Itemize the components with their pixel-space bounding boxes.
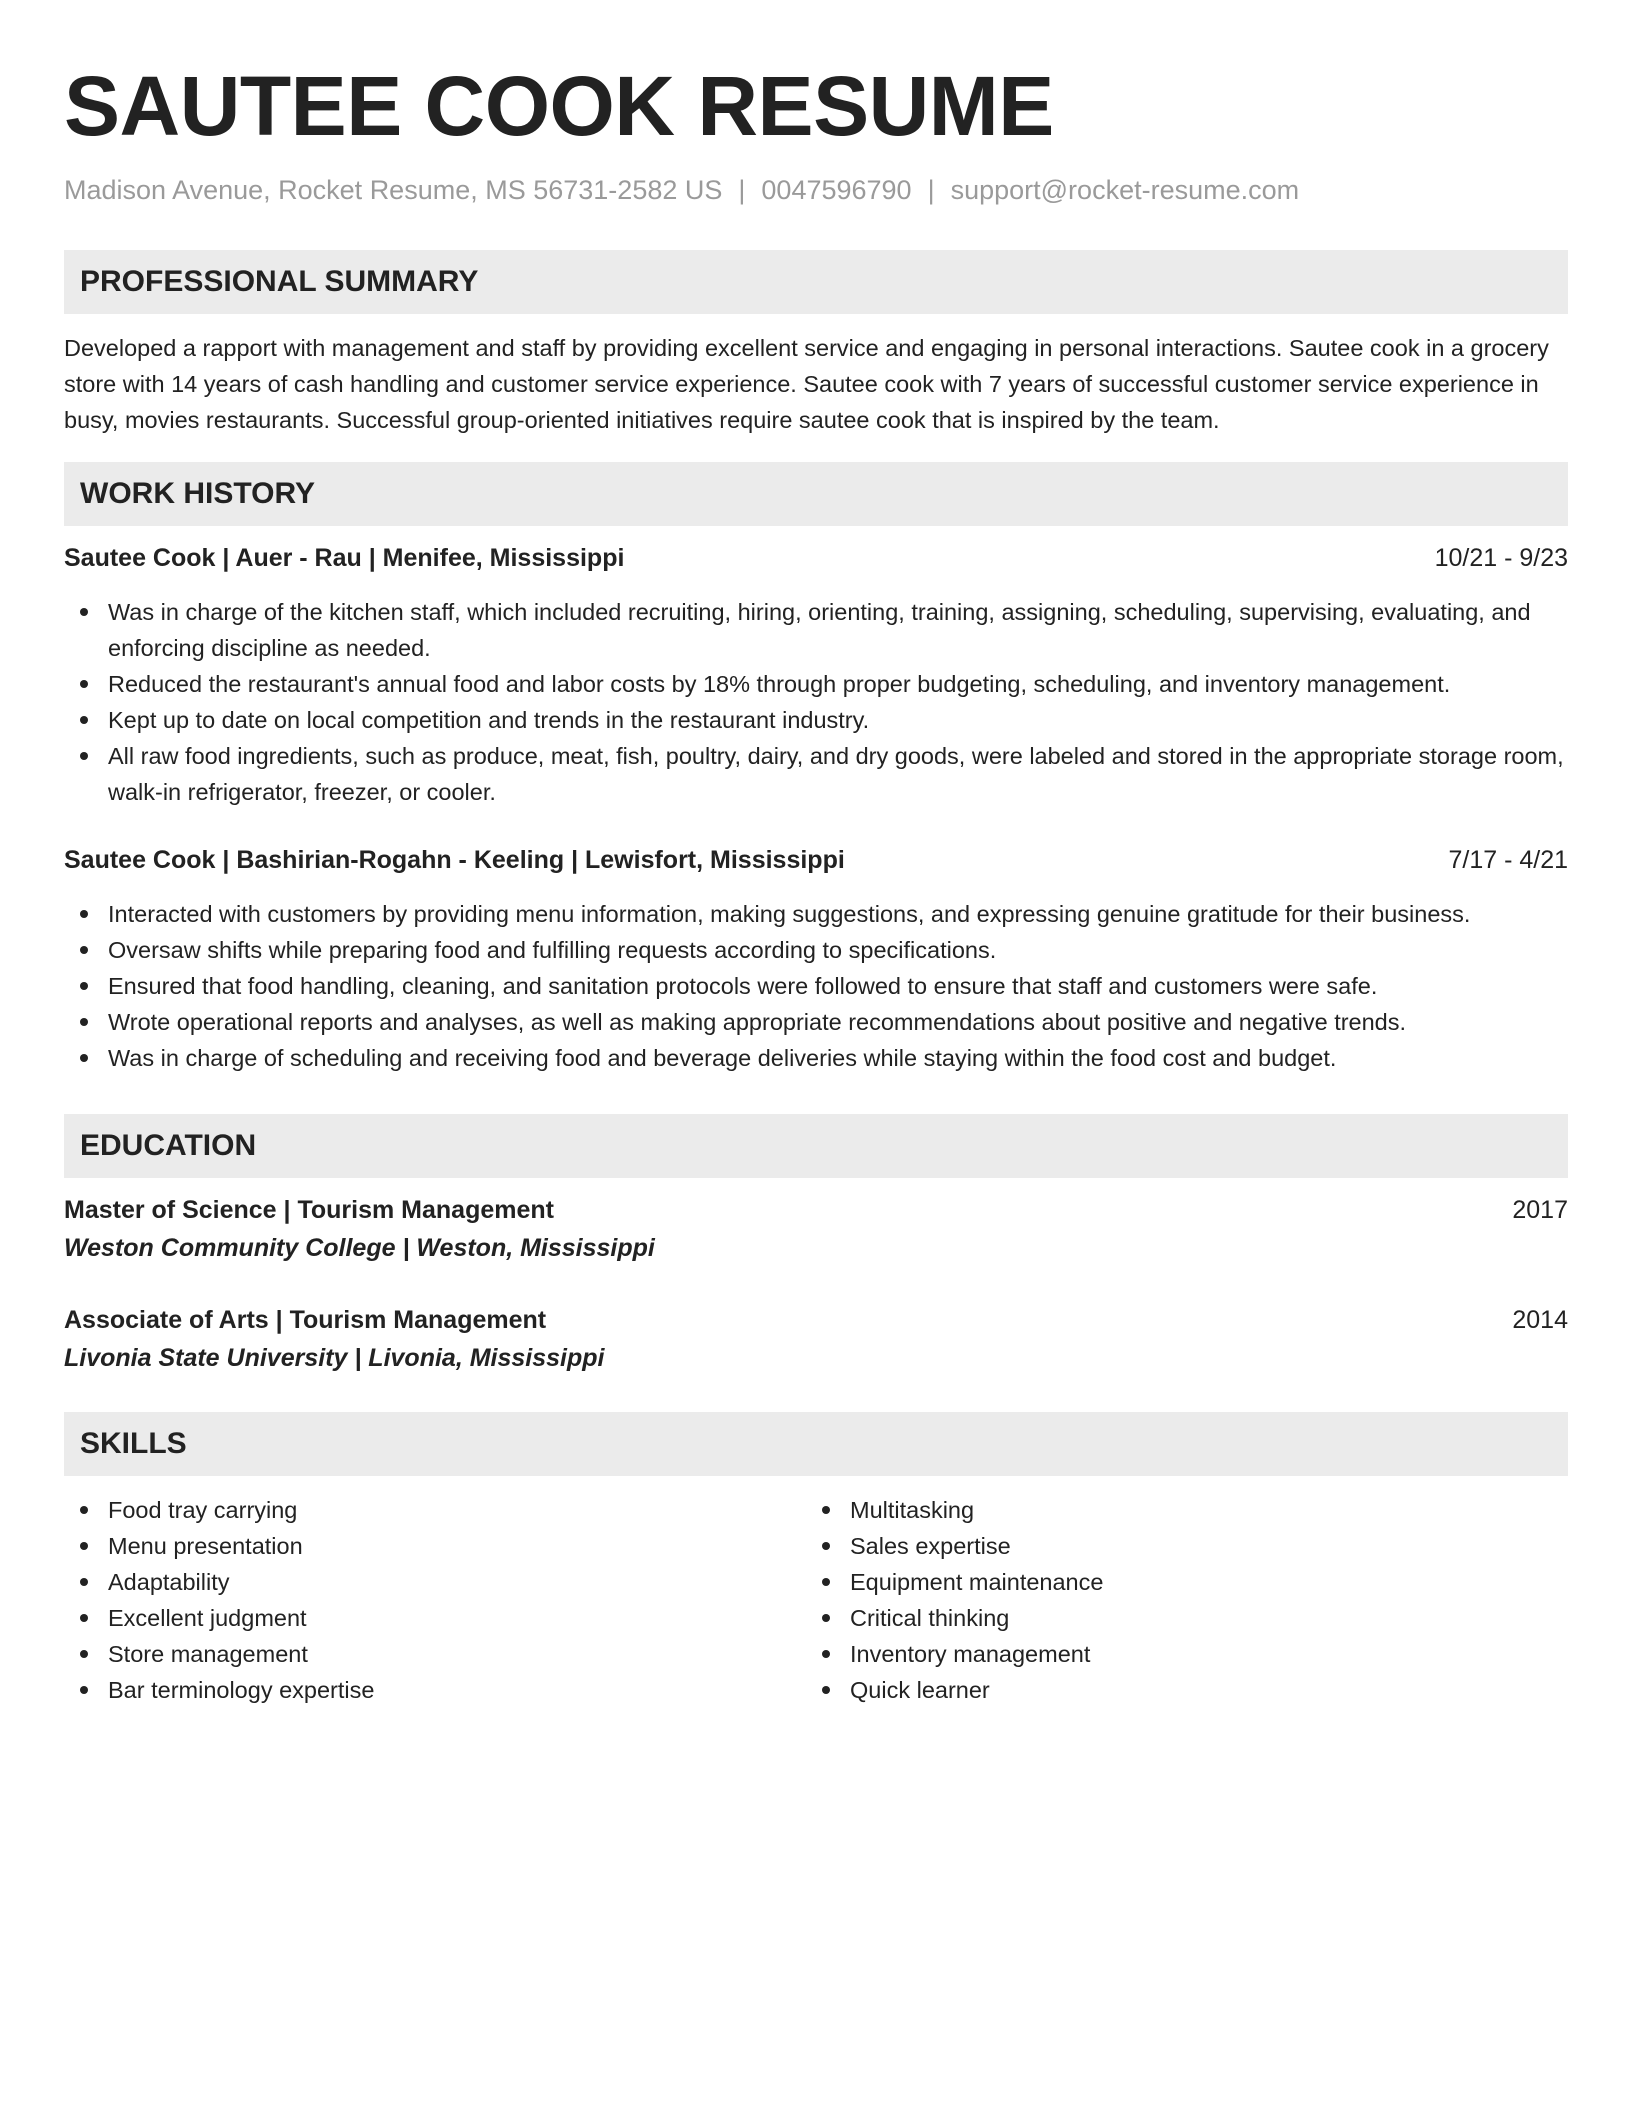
contact-address: Madison Avenue, Rocket Resume, MS 56731-2582 US [64, 175, 723, 205]
education-year: 2017 [1512, 1196, 1568, 1224]
education-entry [64, 1302, 1568, 1376]
job-bullet: Interacted with customers by providing menu information, making suggestions, and expressing genuine gratitude for their business. [64, 896, 1568, 932]
job-entry [64, 540, 1568, 810]
job-bullet: Oversaw shifts while preparing food and fulfilling requests according to specifications. [64, 932, 1568, 968]
skill-item: Excellent judgment [64, 1600, 806, 1636]
skill-item: Sales expertise [806, 1528, 1548, 1564]
education-year: 2014 [1512, 1306, 1568, 1334]
skill-item: Multitasking [806, 1492, 1548, 1528]
education-degree: Associate of Arts | Tourism Management [64, 1306, 547, 1334]
skills-list [64, 1492, 1568, 1708]
job-bullet: Was in charge of scheduling and receiving food and beverage deliveries while staying within the food cost and budget. [64, 1040, 1568, 1076]
summary-text: Developed a rapport with management and staff by providing excellent service and engaging in personal interactions. Sautee cook in a grocery store with 14 years of cash handling and customer service experience. Sautee cook with 7 years of successful customer service experience in busy, movies restaurants. Successful group-oriented initiatives require sautee cook that is inspired by the team. [64, 335, 1549, 433]
job-bullets [64, 594, 1568, 810]
education-header [64, 1302, 1568, 1338]
contact-line [64, 172, 1568, 208]
skill-item: Adaptability [64, 1564, 806, 1600]
job-header [64, 540, 1568, 576]
contact-separator: | [738, 175, 746, 205]
job-header [64, 842, 1568, 878]
skills-column-right [806, 1492, 1548, 1708]
section-heading-education: EDUCATION [64, 1114, 1568, 1178]
section-heading-summary: PROFESSIONAL SUMMARY [64, 250, 1568, 314]
job-bullet: Kept up to date on local competition and trends in the restaurant industry. [64, 702, 1568, 738]
education-header [64, 1192, 1568, 1228]
job-bullets [64, 896, 1568, 1076]
contact-phone: 0047596790 [761, 175, 912, 205]
skills-column-left [64, 1492, 806, 1708]
skill-item: Bar terminology expertise [64, 1672, 806, 1708]
job-entry [64, 842, 1568, 1076]
skill-item: Food tray carrying [64, 1492, 806, 1528]
job-title: Sautee Cook | Auer - Rau | Menifee, Mississippi [64, 544, 625, 572]
skill-item: Store management [64, 1636, 806, 1672]
resume-page [64, 0, 1568, 1708]
job-bullet: All raw food ingredients, such as produce, meat, fish, poultry, dairy, and dry goods, were labeled and stored in the appropriate storage room, walk-in refrigerator, freezer, or cooler. [64, 738, 1568, 810]
education-degree: Master of Science | Tourism Management [64, 1196, 554, 1224]
section-heading-work-history: WORK HISTORY [64, 462, 1568, 526]
job-bullet: Was in charge of the kitchen staff, which included recruiting, hiring, orienting, training, assigning, scheduling, supervising, evaluating, and enforcing discipline as needed. [64, 594, 1568, 666]
skill-item: Inventory management [806, 1636, 1548, 1672]
contact-separator: | [927, 175, 935, 205]
skill-item: Critical thinking [806, 1600, 1548, 1636]
contact-email[interactable]: support@rocket-resume.com [950, 175, 1300, 205]
education-school: Livonia State University | Livonia, Mississippi [64, 1344, 605, 1372]
job-bullet: Wrote operational reports and analyses, as well as making appropriate recommendations about positive and negative trends. [64, 1004, 1568, 1040]
job-bullet: Ensured that food handling, cleaning, and sanitation protocols were followed to ensure that staff and customers were safe. [64, 968, 1568, 1004]
education-entry [64, 1192, 1568, 1266]
skill-item: Equipment maintenance [806, 1564, 1548, 1600]
skill-item: Menu presentation [64, 1528, 806, 1564]
skill-item: Quick learner [806, 1672, 1548, 1708]
resume-title: SAUTEE COOK RESUME [64, 59, 1054, 153]
job-dates: 7/17 - 4/21 [1448, 846, 1568, 874]
job-dates: 10/21 - 9/23 [1434, 544, 1568, 572]
education-school: Weston Community College | Weston, Mississippi [64, 1234, 655, 1262]
job-title: Sautee Cook | Bashirian-Rogahn - Keeling | Lewisfort, Mississippi [64, 846, 845, 874]
section-heading-skills: SKILLS [64, 1412, 1568, 1476]
job-bullet: Reduced the restaurant's annual food and labor costs by 18% through proper budgeting, scheduling, and inventory management. [64, 666, 1568, 702]
